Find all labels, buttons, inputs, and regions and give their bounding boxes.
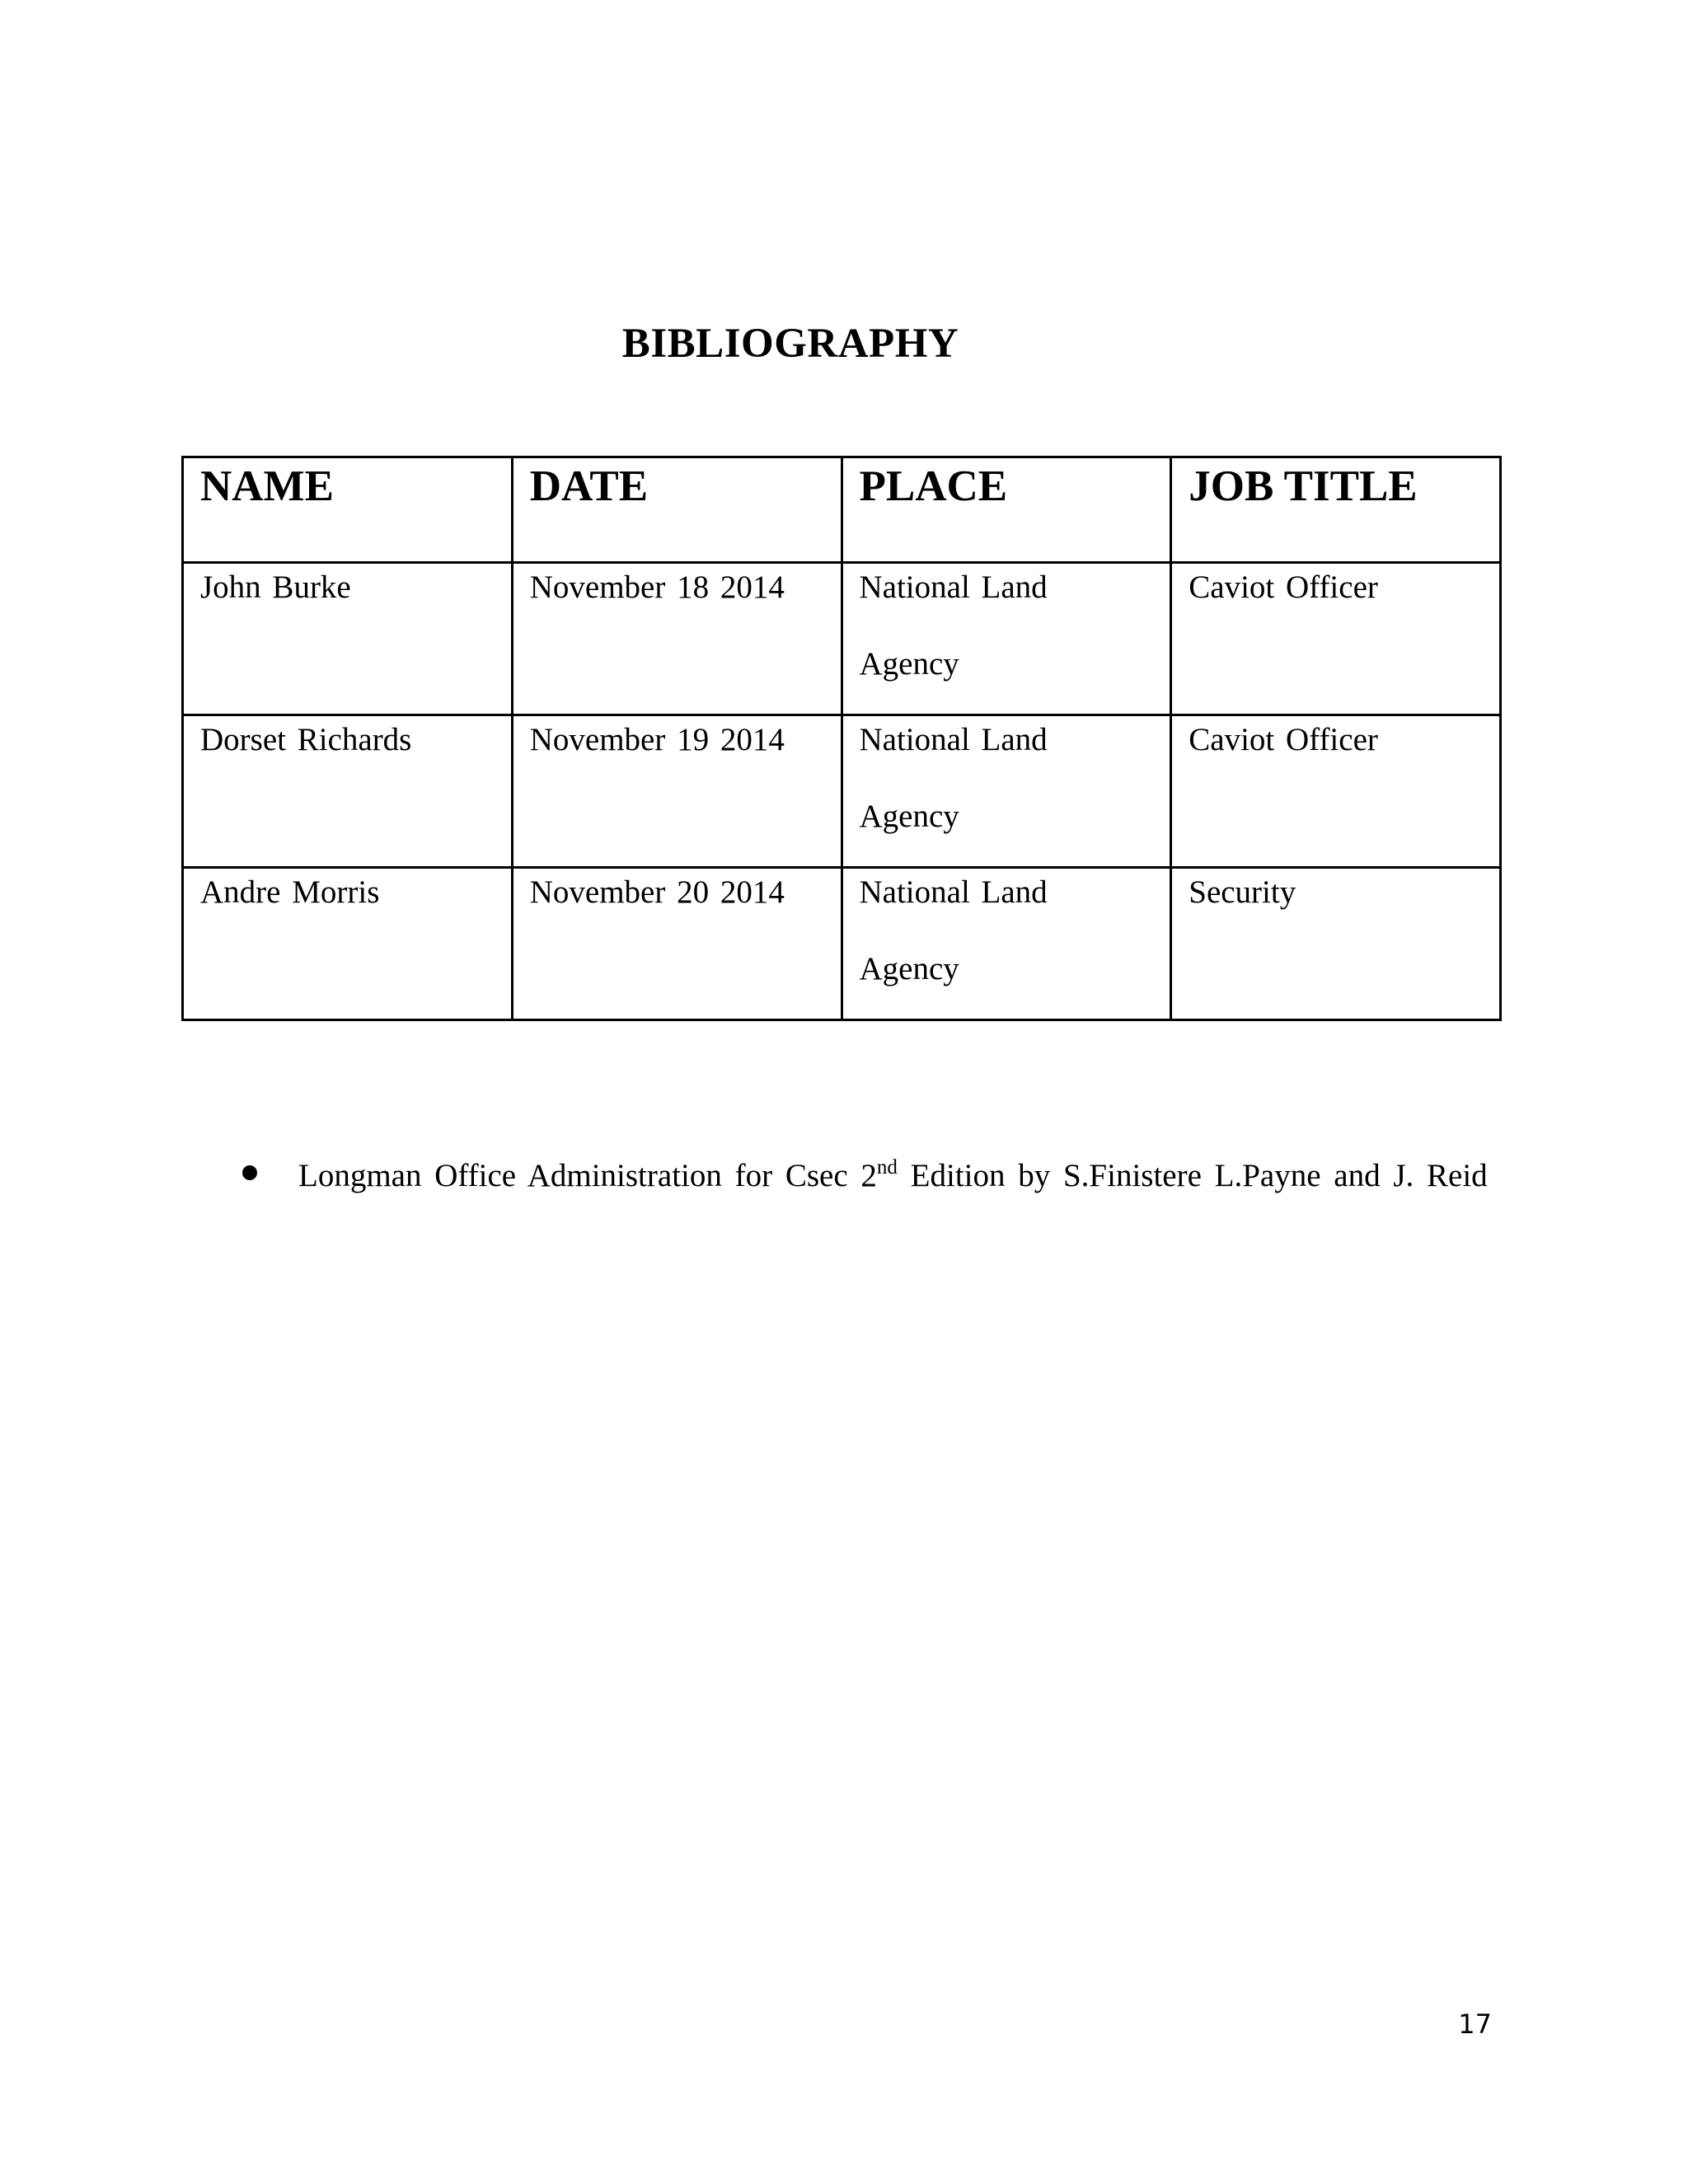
cell-date: [512, 715, 842, 868]
cell-date: [512, 868, 842, 1020]
cell-text: November 18 2014: [529, 569, 785, 605]
page-title: BIBLIOGRAPHY: [621, 321, 959, 367]
cell-text: Dorset Richards: [200, 722, 412, 757]
table-header: [183, 457, 1501, 563]
cell-name: [183, 868, 513, 1020]
cell-text: Caviot Officer: [1189, 722, 1378, 757]
cell-name: [183, 715, 513, 868]
table-row: [183, 868, 1501, 1020]
cell-job-title: [1171, 563, 1501, 715]
cell-text: National Land Agency: [859, 722, 1048, 834]
page-number: 17: [1458, 2008, 1492, 2040]
cell-job-title: [1171, 868, 1501, 1020]
cell-date: [512, 563, 842, 715]
reference-text-after: Edition by S.Finistere L.Payne and J. Reid: [897, 1158, 1488, 1193]
cell-name: [183, 563, 513, 715]
cell-place: [842, 715, 1171, 868]
cell-job-title: [1171, 715, 1501, 868]
cell-text: Security: [1189, 874, 1296, 910]
bibliography-table: [181, 456, 1502, 1021]
list-item: [247, 1157, 1488, 1194]
header-place: PLACE: [842, 457, 1171, 563]
header-date: DATE: [512, 457, 842, 563]
table-row: [183, 715, 1501, 868]
bullet-icon: [242, 1165, 257, 1180]
header-job-title: JOB TITLE: [1171, 457, 1501, 563]
reference-list: [247, 1157, 1488, 1194]
reference-text-before: Longman Office Administration for Csec 2: [298, 1158, 877, 1193]
cell-place: [842, 868, 1171, 1020]
header-row: [183, 457, 1501, 563]
table-row: [183, 563, 1501, 715]
table-body: [183, 563, 1501, 1020]
header-name: NAME: [183, 457, 513, 563]
cell-text: November 19 2014: [529, 722, 785, 757]
cell-text: Andre Morris: [200, 874, 380, 910]
cell-text: National Land Agency: [859, 569, 1048, 682]
cell-text: Caviot Officer: [1189, 569, 1378, 605]
reference-text: [298, 1157, 1488, 1194]
cell-place: [842, 563, 1171, 715]
reference-superscript: nd: [876, 1156, 898, 1179]
cell-text: November 20 2014: [529, 874, 785, 910]
cell-text: National Land Agency: [859, 874, 1048, 987]
cell-text: John Burke: [200, 569, 351, 605]
